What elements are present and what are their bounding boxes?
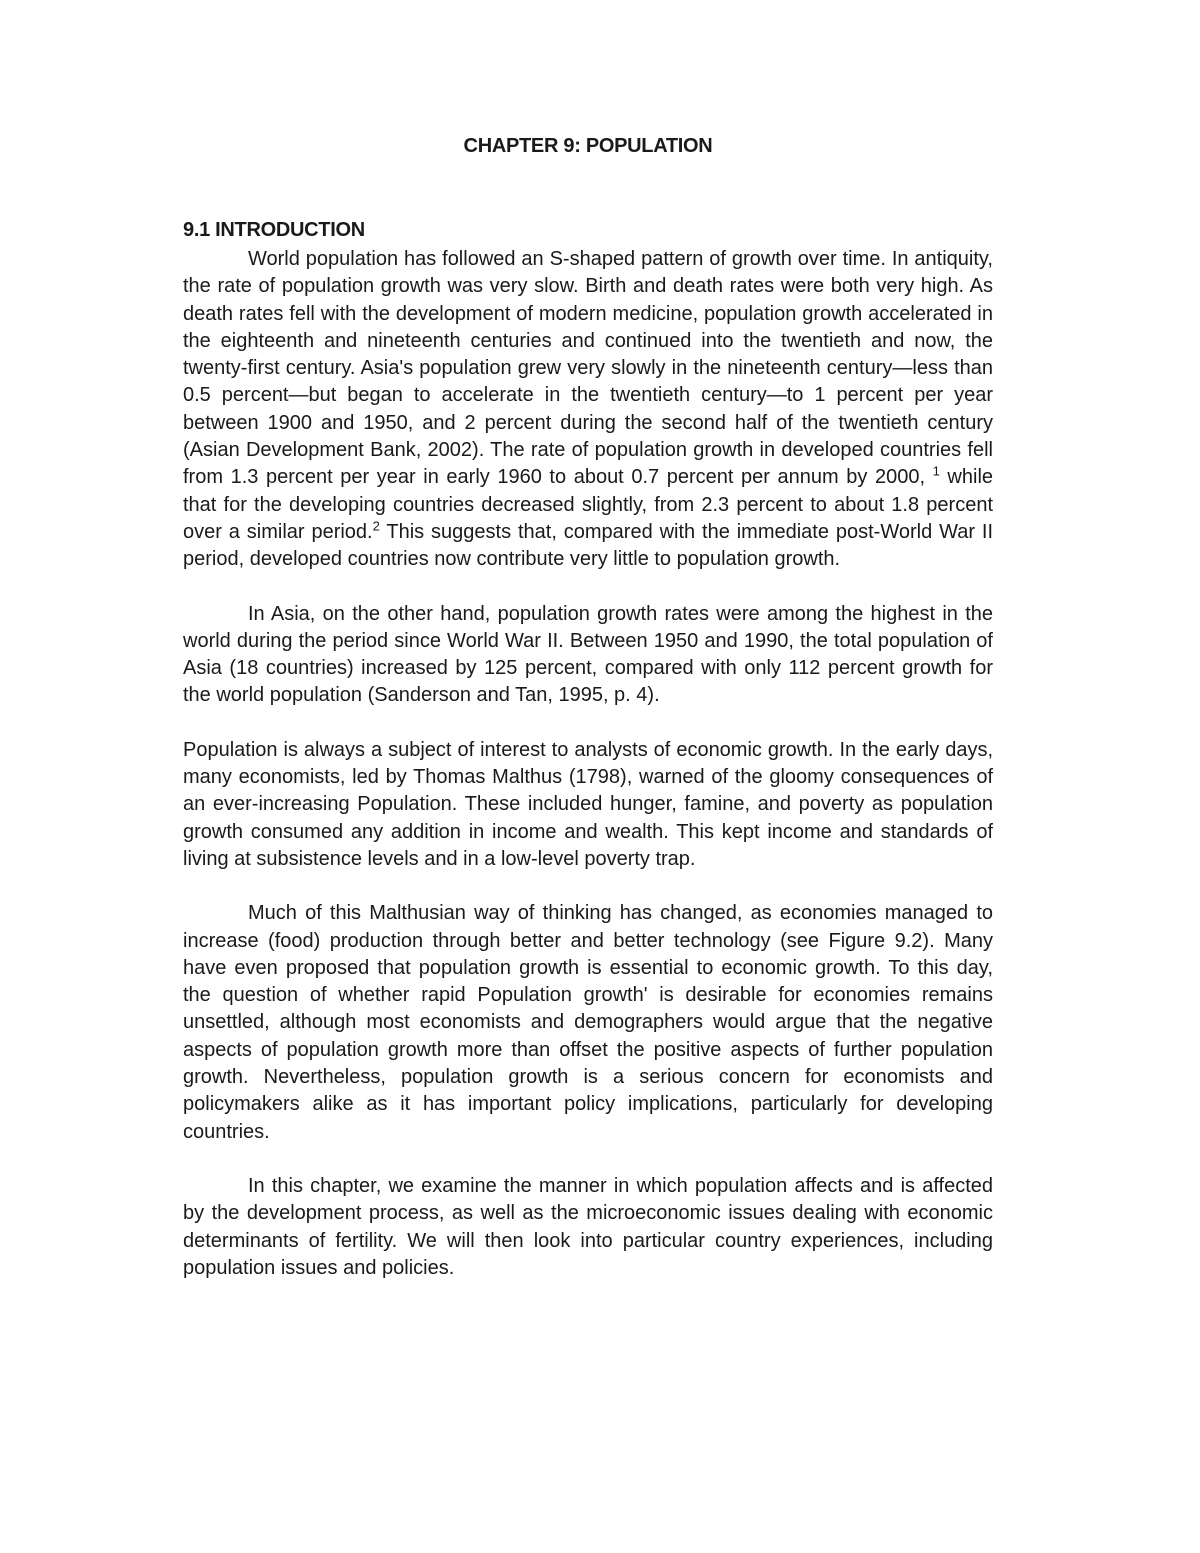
paragraph-5: In this chapter, we examine the manner in which population affects and is affected by the development process, as well as the microeconomic issues dealing with economic determinants of fertility. We will then look into particular country experiences, including population issues and policies.: [183, 1174, 993, 1279]
paragraph-1-part1: World population has followed an S-shaped pattern of growth over time. In antiquity, the rate of population growth was very slow. Birth and death rates were both very high. As death rates fell with the development of modern medicine, population growth accelerated in the eighteenth and nineteenth centuries and continued into the twentieth and now, the twenty-first century. Asia's population grew very slowly in the nineteenth century—less than 0.5 percent—but began to accelerate in the twentieth century—to 1 percent per year between 1900 and 1950, and 2 percent during the second half of the twentieth century (Asian Development Bank, 2002). The rate of population growth in developed countries fell from 1.3 percent per year in early 1960 to about 0.7 percent per annum by 2000,: [183, 248, 993, 489]
paragraph-1-part3: This suggests that, compared with the immediate post-World War II period, developed countries now contribute very little to population growth.: [183, 520, 993, 571]
chapter-title: CHAPTER 9: POPULATION: [463, 135, 713, 157]
footnote-marker-1: 1: [932, 463, 940, 479]
paragraph-1-part2: while that for the developing countries decreased slightly, from 2.3 percent to about 1.8 percent over a similar period.: [183, 466, 994, 543]
footnote-marker-2: 2: [372, 518, 380, 534]
section-heading: 9.1 INTRODUCTION: [183, 219, 365, 241]
paragraph-2: In Asia, on the other hand, population growth rates were among the highest in the world during the period since World War II. Between 1950 and 1990, the total population of Asia (18 countries) increased by 125 percent, compared with only 112 percent growth for the world population (Sanderson and Tan, 1995, p. 4).: [183, 602, 993, 707]
paragraph-4: Much of this Malthusian way of thinking has changed, as economies managed to increase (food) production through better and better technology (see Figure 9.2). Many have even proposed that population growth is essential to economic growth. To this day, the question of whether rapid Population growth' is desirable for economies remains unsettled, although most economists and demographers would argue that the negative aspects of population growth more than offset the positive aspects of further population growth. Nevertheless, population growth is a serious concern for economists and policymakers alike as it has important policy implications, particularly for developing countries.: [183, 902, 993, 1143]
document-page: [183, 132, 993, 1282]
paragraph-1: [183, 246, 993, 574]
paragraph-3: Population is always a subject of interest to analysts of economic growth. In the early days, many economists, led by Thomas Malthus (1798), warned of the gloomy consequences of an ever-increasing Population. These included hunger, famine, and poverty as population growth consumed any addition in income and wealth. This kept income and standards of living at subsistence levels and in a low-level poverty trap.: [183, 738, 993, 870]
